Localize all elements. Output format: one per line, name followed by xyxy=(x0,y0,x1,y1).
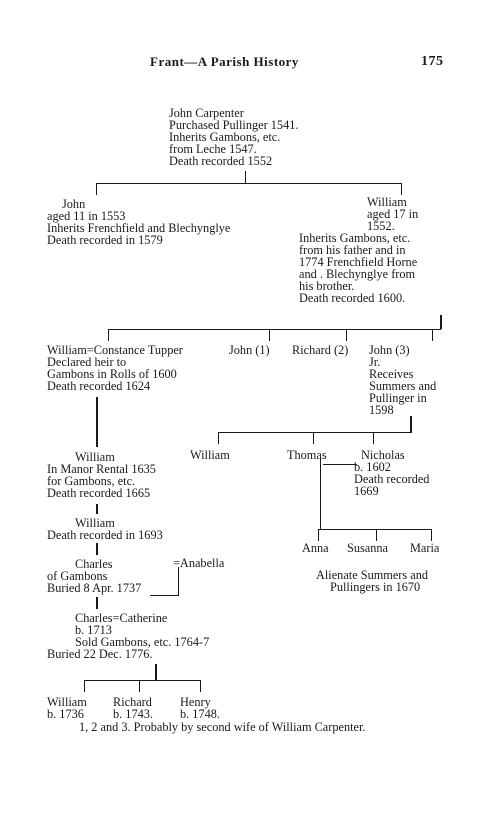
person-william-constance xyxy=(47,344,183,392)
person-john xyxy=(47,198,230,246)
note: b. 1743. xyxy=(113,707,153,721)
person-henry-1748 xyxy=(180,696,220,720)
note: Death recorded xyxy=(354,472,430,486)
person-william-1552 xyxy=(299,196,418,304)
name: John Carpenter xyxy=(169,106,244,120)
note: b. 1748. xyxy=(180,707,220,721)
note: Death recorded 1665 xyxy=(47,486,151,500)
note: Buried 8 Apr. 1737 xyxy=(47,581,142,595)
person-john-3 xyxy=(369,344,436,416)
name: Nicholas xyxy=(361,448,405,462)
name: Charles xyxy=(75,557,113,571)
note: for Gambons, etc. xyxy=(47,474,136,488)
note: In Manor Rental 1635 xyxy=(47,462,156,476)
note: Death recorded 1600. xyxy=(299,291,406,305)
person-william-1693 xyxy=(47,517,163,541)
page-number: 175 xyxy=(421,54,444,69)
note: Pullingers in 1670 xyxy=(330,580,421,594)
note: from his father and in xyxy=(299,243,406,257)
note: and . Blechynglye from xyxy=(299,267,416,281)
running-header: Frant—A Parish History xyxy=(150,54,299,69)
note: Buried 22 Dec. 1776. xyxy=(47,647,153,661)
person-charles-catherine xyxy=(47,612,209,660)
note: Summers and xyxy=(369,379,437,393)
note: Gambons in Rolls of 1600 xyxy=(47,367,177,381)
footnote: 1, 2 and 3. Probably by second wife of William Carpenter. xyxy=(79,720,366,734)
name: Charles=Catherine xyxy=(75,611,168,625)
note: 1774 Frenchfield Horne xyxy=(299,255,418,269)
name: John xyxy=(62,197,86,211)
note: Death recorded in 1693 xyxy=(47,528,163,542)
name: William xyxy=(367,195,407,209)
alienate-note xyxy=(316,569,428,593)
note: Jr. xyxy=(369,355,381,369)
person-susanna: Susanna xyxy=(347,541,388,555)
note: b. 1736 xyxy=(47,707,84,721)
note: Inherits Gambons, etc. xyxy=(169,130,281,144)
note: Death recorded 1624 xyxy=(47,379,151,393)
note: 1598 xyxy=(369,403,394,417)
note: Sold Gambons, etc. 1764-7 xyxy=(75,635,210,649)
person-john-carpenter xyxy=(169,107,298,167)
name: John (3) xyxy=(369,343,410,357)
note: Inherits Frenchfield and Blechynglye xyxy=(47,221,231,235)
note: 1669 xyxy=(354,484,379,498)
note: Alienate Summers and xyxy=(316,568,429,582)
note: Death recorded 1552 xyxy=(169,154,273,168)
person-anna: Anna xyxy=(302,541,329,555)
person-richard-2: Richard (2) xyxy=(292,343,349,357)
person-anabella: =Anabella xyxy=(173,556,225,570)
person-richard-1743 xyxy=(113,696,153,720)
note: aged 17 in xyxy=(367,207,419,221)
note: Pullinger in xyxy=(369,391,427,405)
name: William xyxy=(75,450,115,464)
note: Purchased Pullinger 1541. xyxy=(169,118,299,132)
person-william-sibling: William xyxy=(190,448,230,462)
note: his brother. xyxy=(299,279,355,293)
note: 1552. xyxy=(367,219,395,233)
note: b. 1713 xyxy=(75,623,112,637)
note: Inherits Gambons, etc. xyxy=(299,231,411,245)
note: Death recorded in 1579 xyxy=(47,233,163,247)
note: of Gambons xyxy=(47,569,108,583)
note: Declared heir to xyxy=(47,355,127,369)
name: William xyxy=(47,695,87,709)
person-charles xyxy=(47,558,141,594)
person-thomas: Thomas xyxy=(287,448,327,462)
note: aged 11 in 1553 xyxy=(47,209,126,223)
name: William=Constance Tupper xyxy=(47,343,183,357)
name: Richard xyxy=(113,695,152,709)
note: from Leche 1547. xyxy=(169,142,257,156)
name: Henry xyxy=(180,695,211,709)
person-john-1: John (1) xyxy=(229,343,270,357)
note: Receives xyxy=(369,367,414,381)
person-william-1736 xyxy=(47,696,87,720)
person-nicholas xyxy=(354,449,429,497)
person-maria: Maria xyxy=(410,541,440,555)
name: William xyxy=(75,516,115,530)
note: b. 1602 xyxy=(354,460,391,474)
person-william-manor xyxy=(47,451,156,499)
